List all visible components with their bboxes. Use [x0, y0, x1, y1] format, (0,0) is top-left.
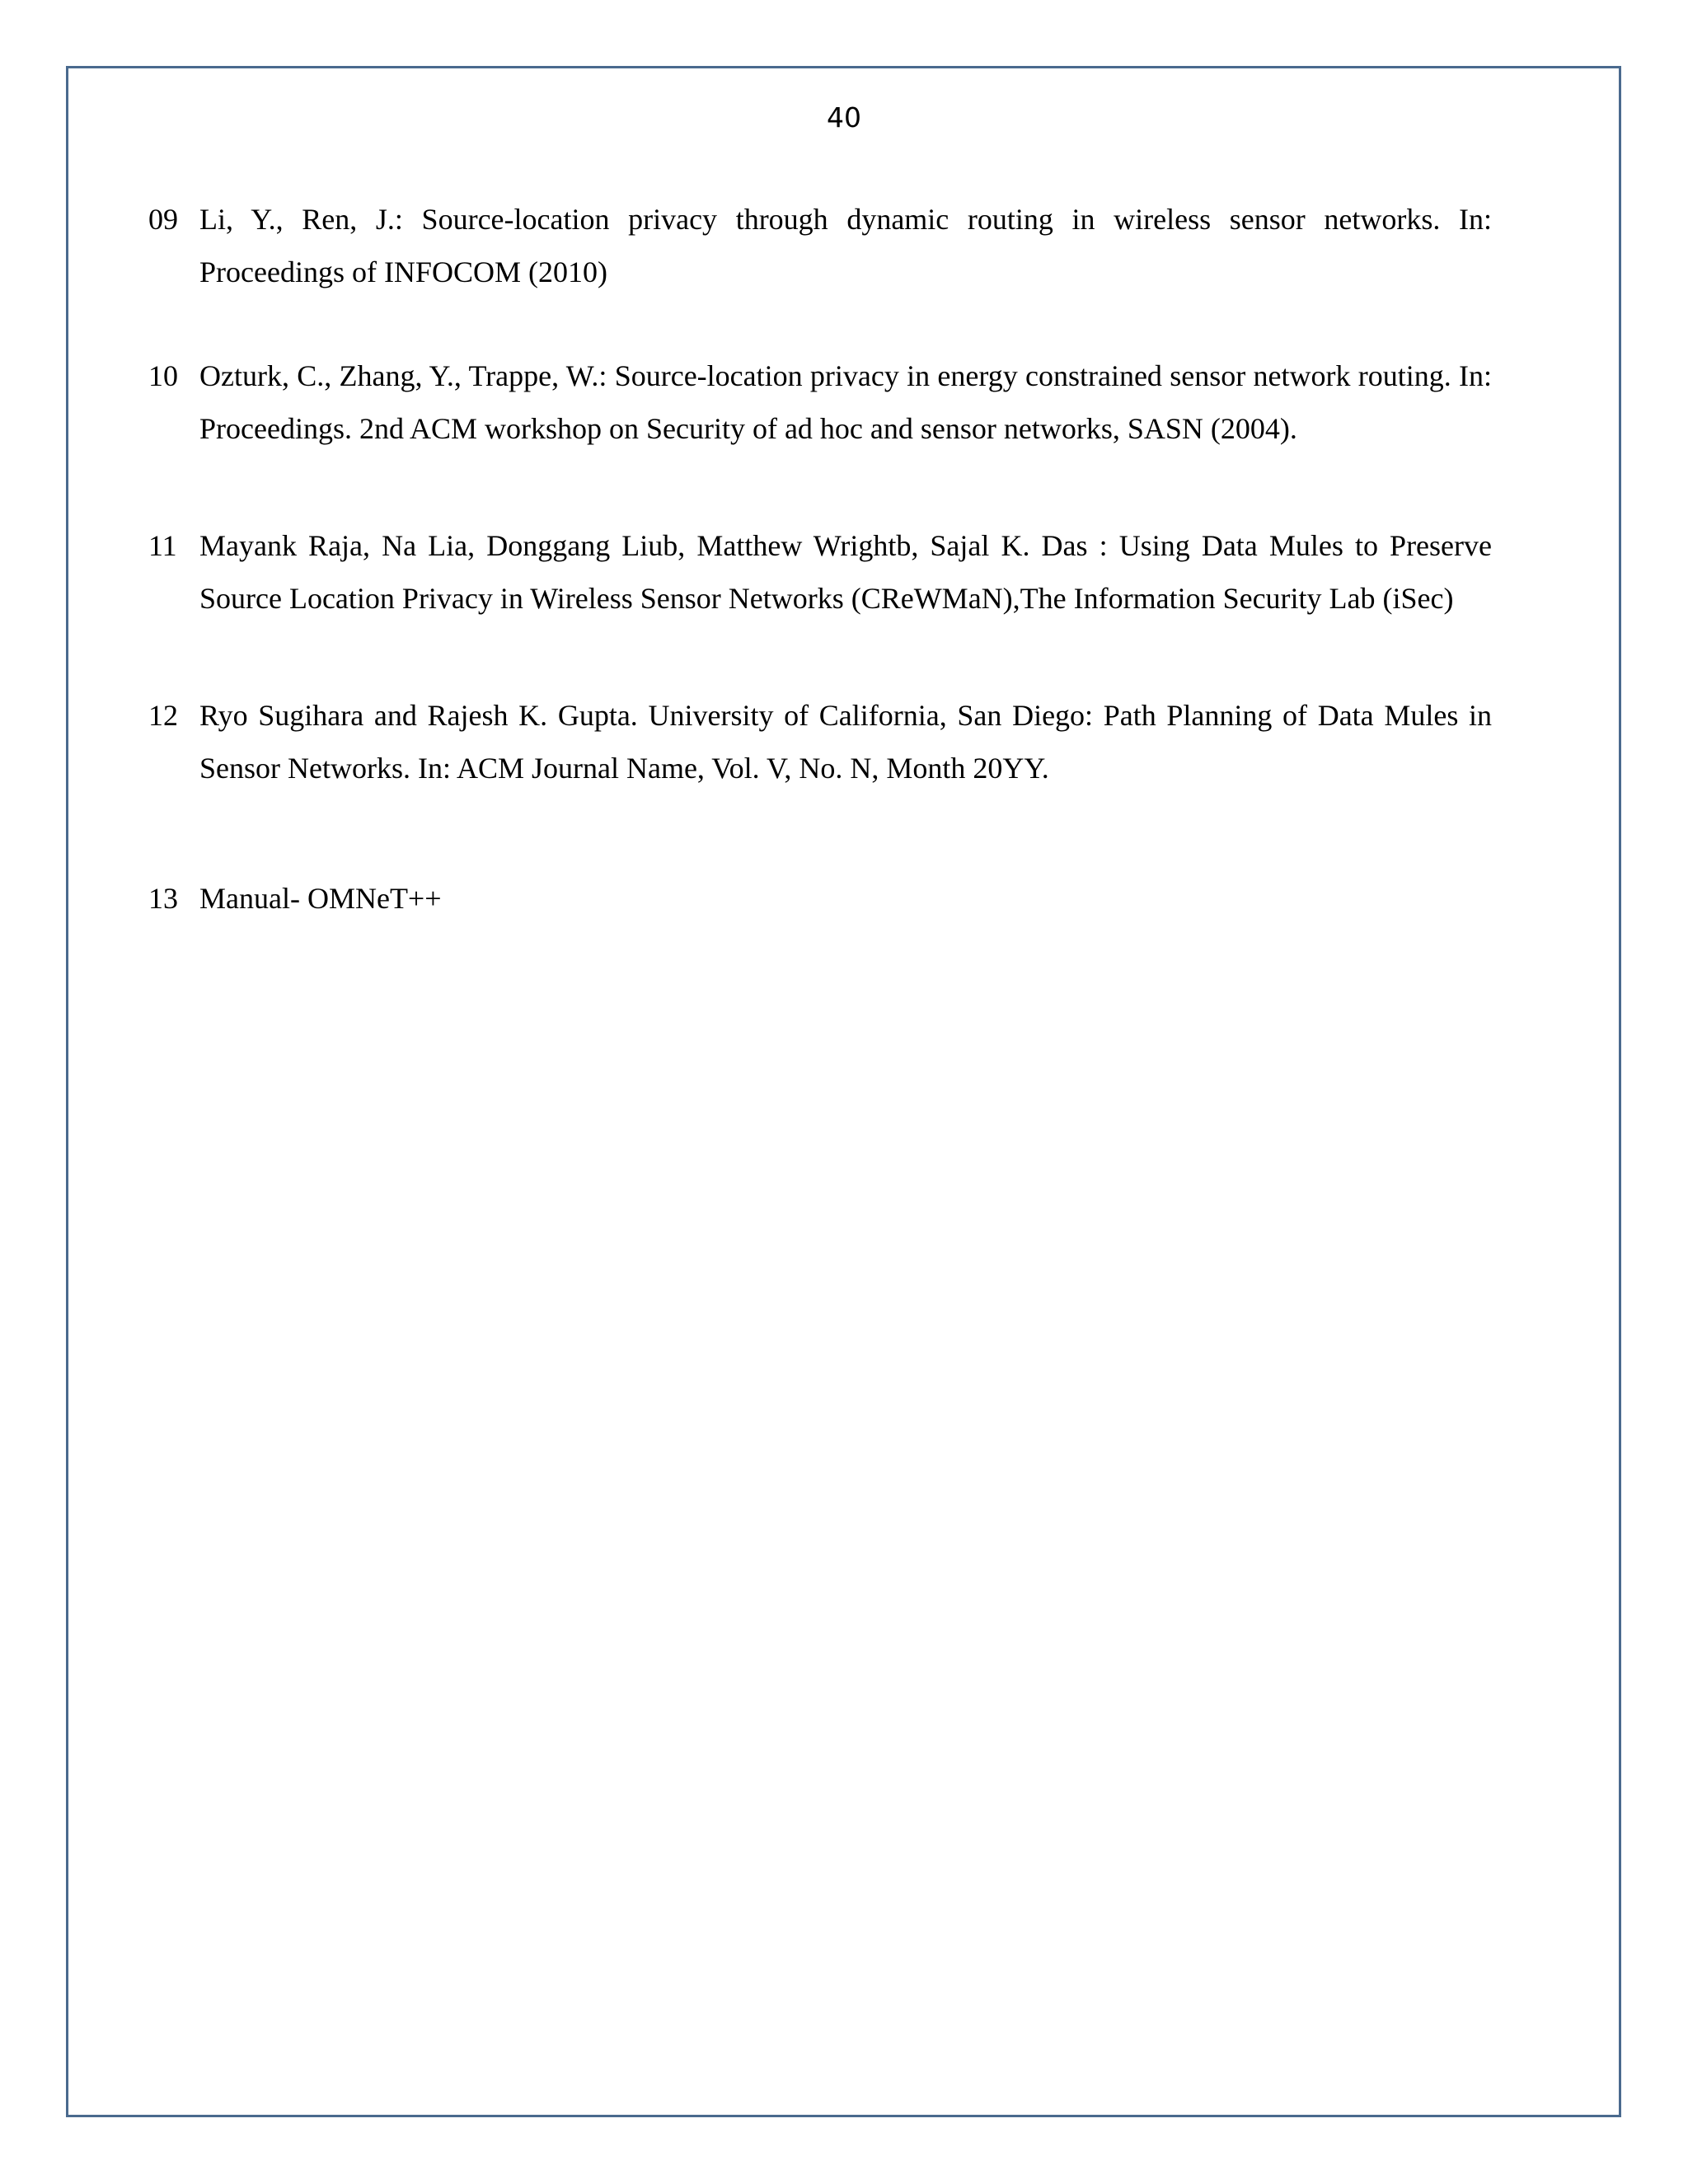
reference-text: Ryo Sugihara and Rajesh K. Gupta. University of California, San Diego: Path Planning of Data Mules in Sensor Networks. In: ACM Journal Name, Vol. V, No. N, Month 20YY. [199, 699, 1492, 785]
page-number: 40 [827, 101, 861, 134]
reference-text: Ozturk, C., Zhang, Y., Trappe, W.: Source-location privacy in energy constrained sensor network routing. In: Proceedings. 2nd ACM workshop on Security of ad hoc and sensor networks, SASN (2004). [199, 359, 1492, 445]
reference-item [148, 872, 1492, 925]
reference-text: Manual- OMNeT++ [199, 882, 442, 915]
reference-number: 10 [148, 359, 178, 392]
reference-number: 12 [148, 699, 178, 732]
reference-number: 11 [148, 529, 177, 562]
reference-list [148, 193, 1492, 925]
reference-item [148, 349, 1492, 455]
reference-text: Mayank Raja, Na Lia, Donggang Liub, Matthew Wrightb, Sajal K. Das : Using Data Mules to Preserve Source Location Privacy in Wireless Sensor Networks (CReWMaN),The Information Security Lab (iSec) [199, 529, 1492, 615]
reference-number: 13 [148, 882, 178, 915]
reference-item [148, 689, 1492, 794]
reference-item [148, 193, 1492, 298]
reference-number: 09 [148, 203, 178, 236]
reference-text: Li, Y., Ren, J.: Source-location privacy through dynamic routing in wireless sensor networks. In: Proceedings of INFOCOM (2010) [199, 203, 1492, 288]
reference-item [148, 519, 1492, 625]
